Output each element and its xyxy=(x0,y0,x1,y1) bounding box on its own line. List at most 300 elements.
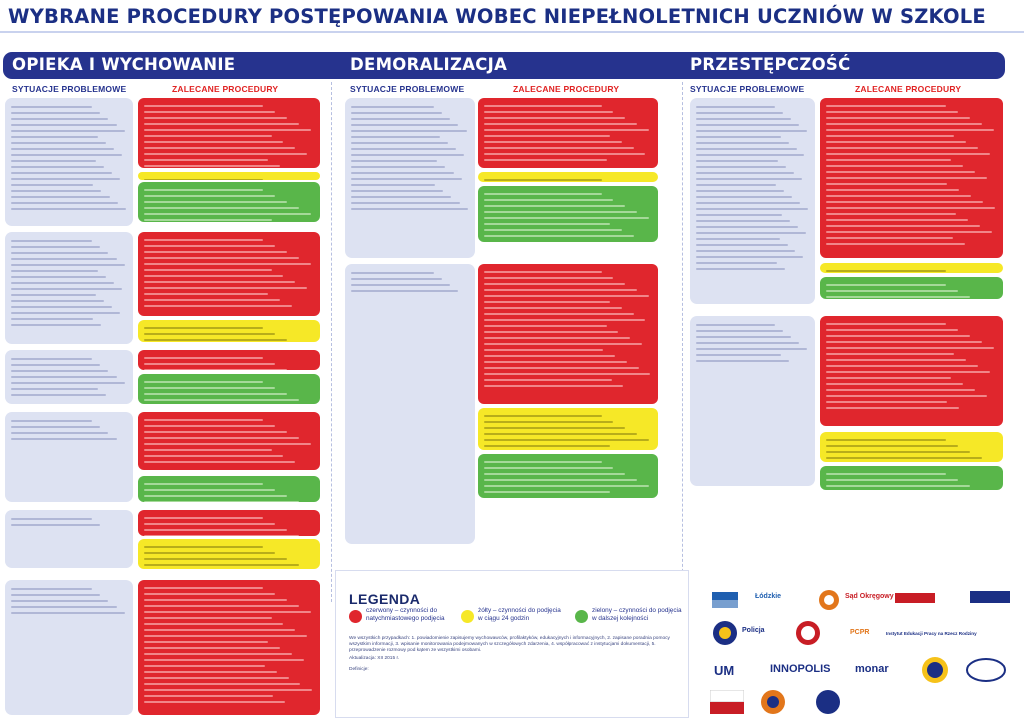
text-line xyxy=(484,199,613,201)
text-line xyxy=(144,599,287,601)
text-line xyxy=(484,153,645,155)
text-line xyxy=(144,117,287,119)
text-line xyxy=(11,270,98,272)
text-line xyxy=(826,270,946,272)
text-line xyxy=(11,106,92,108)
text-line xyxy=(351,290,458,292)
text-line xyxy=(144,201,287,203)
text-line xyxy=(484,433,637,435)
text-line xyxy=(144,425,275,427)
legend-definitions-title: Definicje: xyxy=(349,667,369,672)
text-line xyxy=(696,244,788,246)
text-line xyxy=(11,196,110,198)
text-line xyxy=(484,117,625,119)
text-line xyxy=(144,617,272,619)
text-line xyxy=(826,243,965,245)
text-line xyxy=(144,629,295,631)
logo-pcpr: PCPR xyxy=(850,629,870,636)
text-line xyxy=(826,284,946,286)
text-line xyxy=(826,195,971,197)
text-line xyxy=(11,124,117,126)
text-line xyxy=(11,370,108,372)
police-badge-icon xyxy=(712,620,738,646)
text-line xyxy=(144,489,275,491)
text-line xyxy=(351,178,462,180)
text-line xyxy=(11,438,117,440)
procedure-card-red xyxy=(138,580,320,715)
text-line xyxy=(144,431,287,433)
text-line xyxy=(11,364,100,366)
text-line xyxy=(484,229,622,231)
text-line xyxy=(484,111,613,113)
text-line xyxy=(696,250,795,252)
text-line xyxy=(696,118,791,120)
text-line xyxy=(484,135,610,137)
text-line xyxy=(484,373,650,375)
text-line xyxy=(351,272,434,274)
text-line xyxy=(351,196,451,198)
text-line xyxy=(144,299,280,301)
text-line xyxy=(696,154,804,156)
text-line xyxy=(11,282,114,284)
procedure-card-yellow xyxy=(138,539,320,569)
text-line xyxy=(144,529,287,531)
text-line xyxy=(484,325,607,327)
text-line xyxy=(144,269,272,271)
procedure-card-red xyxy=(478,264,658,404)
situation-box xyxy=(345,264,475,544)
text-line xyxy=(696,220,790,222)
text-line xyxy=(484,217,649,219)
text-line xyxy=(696,238,780,240)
text-line xyxy=(144,647,280,649)
text-line xyxy=(11,240,92,242)
procedure-card-yellow xyxy=(820,432,1003,462)
procedure-card-red xyxy=(820,98,1003,258)
procedure-card-yellow xyxy=(138,172,320,180)
procedure-card-yellow xyxy=(478,408,658,450)
text-line xyxy=(351,130,467,132)
procedure-card-red xyxy=(138,350,320,370)
text-line xyxy=(144,251,287,253)
text-line xyxy=(144,671,277,673)
text-line xyxy=(11,258,117,260)
text-line xyxy=(696,342,799,344)
text-line xyxy=(11,312,120,314)
text-line xyxy=(826,383,963,385)
text-line xyxy=(144,689,312,691)
text-line xyxy=(144,327,263,329)
text-line xyxy=(484,421,613,423)
text-line xyxy=(484,271,602,273)
procedures-header: ZALECANE PROCEDURY xyxy=(513,84,620,94)
text-line xyxy=(826,177,987,179)
text-line xyxy=(826,171,975,173)
text-line xyxy=(144,564,299,566)
logo-instytut: Instytut Edukacji Pracy na Rzecz Rodziny xyxy=(886,631,977,636)
text-line xyxy=(351,112,442,114)
text-line xyxy=(144,369,287,370)
text-line xyxy=(11,160,96,162)
yellow-dot-icon xyxy=(461,610,474,623)
text-line xyxy=(696,256,803,258)
situation-box xyxy=(690,98,815,304)
text-line xyxy=(484,289,637,291)
text-line xyxy=(11,394,106,396)
text-line xyxy=(11,432,108,434)
text-line xyxy=(11,190,101,192)
text-line xyxy=(484,277,613,279)
text-line xyxy=(144,281,295,283)
text-line xyxy=(484,235,634,237)
situation-box xyxy=(5,580,133,715)
text-line xyxy=(144,165,280,167)
text-line xyxy=(11,172,112,174)
situations-header: SYTUACJE PROBLEMOWE xyxy=(12,84,127,94)
text-line xyxy=(144,381,263,383)
text-line xyxy=(696,202,800,204)
text-line xyxy=(144,257,299,259)
text-line xyxy=(484,313,634,315)
text-line xyxy=(484,439,649,441)
text-line xyxy=(484,179,602,181)
text-line xyxy=(484,205,625,207)
text-line xyxy=(144,461,295,463)
text-line xyxy=(144,455,283,457)
text-line xyxy=(144,305,292,307)
text-line xyxy=(484,349,603,351)
text-line xyxy=(484,479,637,481)
text-line xyxy=(826,219,968,221)
text-line xyxy=(826,135,954,137)
text-line xyxy=(11,252,108,254)
text-line xyxy=(144,653,292,655)
text-line xyxy=(696,214,782,216)
logo-innopolis: INNOPOLIS xyxy=(770,663,831,675)
text-line xyxy=(696,160,778,162)
text-line xyxy=(144,623,283,625)
text-line xyxy=(826,347,994,349)
circle-logo-icon xyxy=(920,655,950,685)
text-line xyxy=(826,377,951,379)
text-line xyxy=(144,239,263,241)
text-line xyxy=(484,485,649,487)
text-line xyxy=(826,159,951,161)
text-line xyxy=(484,415,602,417)
text-line xyxy=(144,695,273,697)
text-line xyxy=(696,106,775,108)
text-line xyxy=(11,154,122,156)
text-line xyxy=(826,105,946,107)
text-line xyxy=(826,296,970,298)
text-line xyxy=(11,246,100,248)
text-line xyxy=(144,123,299,125)
text-line xyxy=(826,189,959,191)
text-line xyxy=(696,142,789,144)
text-line xyxy=(826,341,982,343)
legend-note: We wszystkich przypadkach: 1. powiadomienie zapisujemy wychowawców, profilaktyków, edukacyjnych i informacyjnych, 2. zapisane poradnia pomocy wszystkim informacji, 3. wpisanie monitorowania podejmowanych w szczegółowych zdarzenia, 4. współpracować z instytucjami dokumentacji, 5. przeprowadzenie rozmowy pod kątem ze wszystkimi osobami. xyxy=(349,636,670,653)
procedure-card-green xyxy=(820,466,1003,490)
text-line xyxy=(826,329,958,331)
text-line xyxy=(696,232,806,234)
text-line xyxy=(826,479,958,481)
text-line xyxy=(144,339,287,341)
text-line xyxy=(144,587,263,589)
text-line xyxy=(826,147,978,149)
text-line xyxy=(144,501,299,502)
procedure-card-green xyxy=(138,374,320,404)
logo-lodzkie: Łódzkie xyxy=(755,593,782,600)
text-line xyxy=(11,376,117,378)
text-line xyxy=(11,300,104,302)
text-line xyxy=(484,467,613,469)
text-line xyxy=(696,348,807,350)
text-line xyxy=(351,154,464,156)
text-line xyxy=(351,190,443,192)
text-line xyxy=(11,148,114,150)
procedure-card-red xyxy=(138,510,320,536)
text-line xyxy=(826,451,970,453)
text-line xyxy=(144,419,263,421)
text-line xyxy=(484,461,602,463)
situation-box xyxy=(5,412,133,502)
emblem-icon xyxy=(818,587,840,613)
text-line xyxy=(826,485,970,487)
text-line xyxy=(144,495,287,497)
text-line xyxy=(826,123,982,125)
text-line xyxy=(826,439,946,441)
text-line xyxy=(484,343,642,345)
text-line xyxy=(696,226,798,228)
procedure-card-red xyxy=(138,412,320,470)
text-line xyxy=(826,183,947,185)
procedure-card-red xyxy=(478,98,658,168)
text-line xyxy=(144,517,263,519)
procedure-card-green xyxy=(138,182,320,222)
text-line xyxy=(144,275,283,277)
text-line xyxy=(11,324,101,326)
text-line xyxy=(351,172,454,174)
procedure-card-green xyxy=(478,454,658,498)
text-line xyxy=(696,172,794,174)
text-line xyxy=(826,201,983,203)
text-line xyxy=(484,123,637,125)
text-line xyxy=(826,117,970,119)
text-line xyxy=(484,361,627,363)
text-line xyxy=(144,546,263,548)
text-line xyxy=(484,367,639,369)
text-line xyxy=(11,184,93,186)
text-line xyxy=(11,276,106,278)
text-line xyxy=(484,223,610,225)
text-line xyxy=(484,427,625,429)
text-line xyxy=(696,330,783,332)
procedure-card-red xyxy=(820,316,1003,426)
text-line xyxy=(11,358,92,360)
text-line xyxy=(826,353,954,355)
text-line xyxy=(144,665,265,667)
text-line xyxy=(351,142,448,144)
situation-box xyxy=(5,350,133,404)
text-line xyxy=(826,231,992,233)
text-line xyxy=(11,426,100,428)
legend-title: LEGENDA xyxy=(349,591,421,607)
text-line xyxy=(144,245,275,247)
red-dot-icon xyxy=(349,610,362,623)
situation-box xyxy=(5,510,133,568)
text-line xyxy=(826,359,966,361)
text-line xyxy=(144,443,311,445)
text-line xyxy=(484,445,610,447)
text-line xyxy=(484,129,649,131)
procedures-header: ZALECANE PROCEDURY xyxy=(172,84,279,94)
page-title: WYBRANE PROCEDURY POSTĘPOWANIA WOBEC NIEPEŁNOLETNICH UCZNIÓW W SZKOLE xyxy=(8,5,986,28)
text-line xyxy=(826,153,990,155)
text-line xyxy=(144,437,299,439)
text-line xyxy=(826,207,995,209)
text-line xyxy=(144,263,311,265)
text-line xyxy=(351,202,460,204)
text-line xyxy=(351,278,442,280)
text-line xyxy=(11,600,108,602)
text-line xyxy=(11,524,100,526)
text-line xyxy=(144,363,275,365)
text-line xyxy=(144,387,275,389)
text-line xyxy=(696,262,777,264)
text-line xyxy=(144,483,263,485)
green-dot-icon xyxy=(575,610,588,623)
text-line xyxy=(826,371,990,373)
text-line xyxy=(484,147,634,149)
text-line xyxy=(144,635,307,637)
text-line xyxy=(11,294,96,296)
text-line xyxy=(351,208,468,210)
crest-icon xyxy=(710,590,740,610)
flag-icon xyxy=(710,690,744,714)
procedure-card-red xyxy=(138,98,320,168)
text-line xyxy=(484,159,607,161)
text-line xyxy=(826,111,958,113)
section-title-demoralizacja: DEMORALIZACJA xyxy=(350,55,508,74)
legend-green: zielony – czynności do podjęcia w dalszej kolejności xyxy=(592,607,682,622)
logo-policja: Policja xyxy=(742,627,765,634)
situations-header: SYTUACJE PROBLEMOWE xyxy=(350,84,465,94)
text-line xyxy=(484,337,630,339)
text-line xyxy=(826,290,958,292)
text-line xyxy=(696,136,781,138)
text-line xyxy=(826,445,958,447)
text-line xyxy=(351,106,434,108)
text-line xyxy=(11,594,100,596)
logo-um: UM xyxy=(714,663,735,678)
text-line xyxy=(696,166,786,168)
text-line xyxy=(826,335,970,337)
text-line xyxy=(144,159,268,161)
text-line xyxy=(351,124,458,126)
procedure-card-red xyxy=(138,232,320,316)
text-line xyxy=(144,535,299,536)
text-line xyxy=(351,160,437,162)
seal-icon xyxy=(795,620,821,646)
procedure-card-yellow xyxy=(820,263,1003,273)
text-line xyxy=(144,179,263,180)
text-line xyxy=(144,333,275,335)
text-line xyxy=(826,389,975,391)
text-line xyxy=(144,195,275,197)
text-line xyxy=(144,701,285,703)
situation-box xyxy=(5,232,133,344)
text-line xyxy=(484,331,618,333)
section-title-opieka: OPIEKA I WYCHOWANIE xyxy=(12,55,236,74)
situation-box xyxy=(5,98,133,226)
text-line xyxy=(144,147,295,149)
text-line xyxy=(696,360,789,362)
text-line xyxy=(826,213,956,215)
procedures-header: ZALECANE PROCEDURY xyxy=(855,84,962,94)
text-line xyxy=(484,295,649,297)
text-line xyxy=(11,142,106,144)
text-line xyxy=(484,283,625,285)
text-line xyxy=(144,287,307,289)
text-line xyxy=(144,393,287,395)
text-line xyxy=(144,593,275,595)
text-line xyxy=(696,148,797,150)
header-divider xyxy=(0,31,1024,33)
legend-yellow: żółty – czynności do podjęcia w ciągu 24 godzin xyxy=(478,607,561,622)
text-line xyxy=(826,323,946,325)
text-line xyxy=(11,202,118,204)
text-line xyxy=(144,111,275,113)
text-line xyxy=(484,319,645,321)
logo-sad: Sąd Okręgowy xyxy=(845,593,894,600)
text-line xyxy=(144,523,275,525)
text-line xyxy=(144,677,289,679)
text-line xyxy=(11,420,92,422)
legend-red: czerwony – czynności do natychmiastowego podjęcia xyxy=(366,607,445,622)
text-line xyxy=(696,196,792,198)
situation-box xyxy=(345,98,475,258)
text-line xyxy=(696,130,807,132)
text-line xyxy=(484,105,602,107)
text-line xyxy=(144,293,268,295)
text-line xyxy=(11,518,92,520)
text-line xyxy=(144,558,287,560)
text-line xyxy=(11,612,125,614)
text-line xyxy=(11,588,92,590)
text-line xyxy=(144,189,263,191)
text-line xyxy=(11,318,93,320)
text-line xyxy=(484,301,610,303)
crest-round-icon xyxy=(815,689,841,715)
text-line xyxy=(144,449,272,451)
text-line xyxy=(696,354,781,356)
text-line xyxy=(351,184,435,186)
text-line xyxy=(11,130,125,132)
text-line xyxy=(144,219,272,221)
text-line xyxy=(826,129,994,131)
text-line xyxy=(144,105,263,107)
text-line xyxy=(11,178,120,180)
text-line xyxy=(351,166,445,168)
text-line xyxy=(144,153,307,155)
text-line xyxy=(144,399,299,401)
shield-icon xyxy=(970,589,1010,605)
logo-monar: monar xyxy=(855,663,889,675)
text-line xyxy=(11,288,122,290)
text-line xyxy=(696,208,808,210)
text-line xyxy=(351,118,450,120)
text-line xyxy=(484,307,622,309)
